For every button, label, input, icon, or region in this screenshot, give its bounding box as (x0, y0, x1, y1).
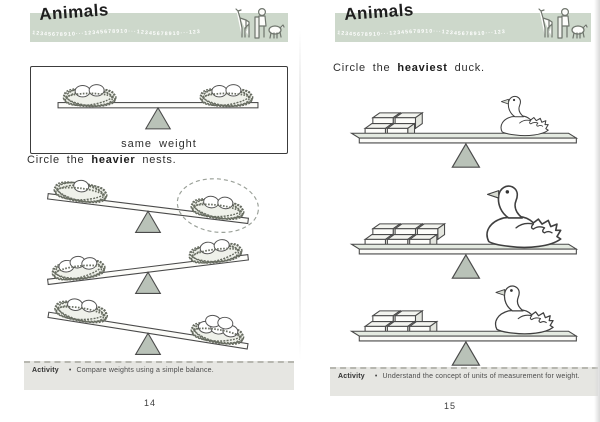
page-15 (300, 0, 600, 422)
svg-text:12345678910···12345678910···12 (337, 29, 506, 38)
scan-edge-shadow (594, 0, 600, 422)
duck-balance-3 (336, 276, 588, 368)
instruction-suffix: nests. (135, 154, 177, 166)
nest-balance-3 (33, 289, 263, 360)
instruction-prefix: Circle the (333, 62, 398, 74)
instruction-prefix: Circle the (27, 154, 92, 166)
example-caption: same weight (121, 138, 197, 150)
zoo-icons (536, 4, 588, 42)
activity-label: Activity (338, 373, 365, 380)
giraffe-icon (236, 9, 249, 37)
duck-balance-1 (336, 78, 588, 170)
svg-text:12345678910···12345678910···12 (32, 29, 201, 38)
zoo-icons (233, 4, 285, 42)
example-box (30, 66, 288, 154)
activity-bullet: • (68, 367, 72, 374)
instruction-text (27, 154, 176, 166)
activity-footer (330, 367, 598, 396)
goat-icon (572, 25, 587, 38)
activity-bullet: • (374, 373, 378, 380)
instruction-suffix: duck. (447, 62, 485, 74)
activity-label: Activity (32, 367, 59, 374)
header-banner (335, 0, 591, 42)
page-number: 14 (143, 398, 156, 408)
number-trail-text: 12345678910···12345678910···12345678910···123 (336, 28, 507, 38)
child-icon (558, 9, 569, 38)
giraffe-icon (539, 9, 552, 37)
duck-balance-2 (336, 189, 588, 281)
activity-footer (24, 361, 294, 390)
activity-text: Compare weights using a simple balance. (76, 367, 214, 374)
instruction-text (333, 62, 485, 74)
number-trail-text: 12345678910···12345678910···12345678910···123 (31, 28, 202, 38)
page-number: 15 (443, 401, 456, 411)
balance-figure-example (44, 64, 272, 134)
child-icon (255, 9, 266, 38)
instruction-keyword: heaviest (397, 62, 448, 74)
page-title: Animals (38, 0, 110, 25)
instruction-keyword: heavier (91, 154, 136, 166)
goat-icon (269, 25, 284, 38)
header-banner (30, 0, 288, 42)
page-gutter (299, 30, 301, 360)
activity-text: Understand the concept of units of measurement for weight. (382, 373, 580, 380)
page-title: Animals (343, 0, 415, 25)
